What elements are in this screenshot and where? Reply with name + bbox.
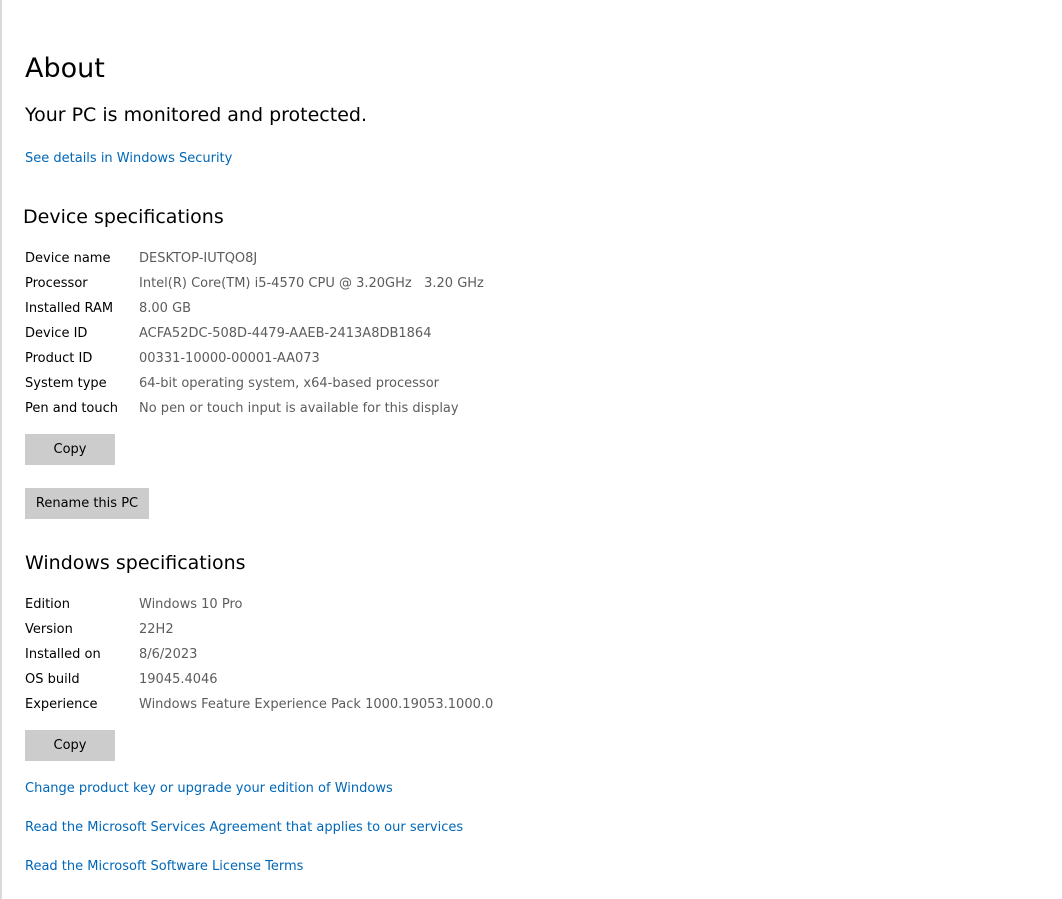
spec-label-system-type: System type (25, 376, 107, 391)
copy-device-specs-button[interactable]: Copy (25, 434, 115, 465)
spec-value-device-name: DESKTOP-IUTQO8J (139, 251, 258, 266)
spec-label-device-name: Device name (25, 251, 111, 266)
spec-label-version: Version (25, 622, 73, 637)
spec-value-product-id: 00331-10000-00001-AA073 (139, 351, 320, 366)
window-left-border (0, 0, 2, 899)
spec-label-pen-and-touch: Pen and touch (25, 401, 119, 416)
spec-value-version: 22H2 (139, 622, 174, 637)
spec-value-system-type: 64-bit operating system, x64-based processor (139, 376, 439, 391)
spec-label-edition: Edition (25, 597, 70, 612)
spec-value-installed-on: 8/6/2023 (139, 647, 198, 662)
spec-label-processor: Processor (25, 276, 88, 291)
copy-windows-specs-button[interactable]: Copy (25, 730, 115, 761)
device-specs-heading: Device specifications (23, 206, 224, 228)
spec-value-experience: Windows Feature Experience Pack 1000.19053.1000.0 (139, 697, 494, 712)
spec-label-device-id: Device ID (25, 326, 88, 341)
spec-label-installed-on: Installed on (25, 647, 101, 662)
spec-label-installed-ram: Installed RAM (25, 301, 114, 316)
spec-value-pen-and-touch: No pen or touch input is available for this display (139, 401, 459, 416)
license-terms-link[interactable]: Read the Microsoft Software License Terms (25, 859, 304, 874)
services-agreement-link[interactable]: Read the Microsoft Services Agreement that applies to our services (25, 820, 464, 835)
change-product-key-link[interactable]: Change product key or upgrade your edition of Windows (25, 781, 393, 796)
spec-label-experience: Experience (25, 697, 98, 712)
spec-value-device-id: ACFA52DC-508D-4479-AAEB-2413A8DB1864 (139, 326, 432, 341)
spec-value-processor: Intel(R) Core(TM) i5-4570 CPU @ 3.20GHz 3.20 GHz (139, 276, 484, 291)
rename-pc-button[interactable]: Rename this PC (25, 488, 149, 519)
spec-label-product-id: Product ID (25, 351, 93, 366)
protection-status: Your PC is monitored and protected. (25, 104, 367, 126)
spec-value-installed-ram: 8.00 GB (139, 301, 192, 316)
windows-security-link[interactable]: See details in Windows Security (25, 151, 233, 166)
spec-value-os-build: 19045.4046 (139, 672, 218, 687)
windows-specs-heading: Windows specifications (25, 552, 246, 574)
page-title: About (25, 53, 105, 84)
spec-label-os-build: OS build (25, 672, 80, 687)
spec-value-edition: Windows 10 Pro (139, 597, 243, 612)
